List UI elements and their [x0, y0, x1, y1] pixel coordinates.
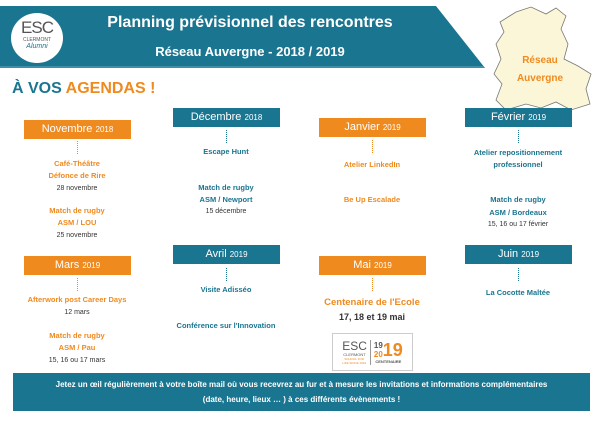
centenaire-tagline: SCHOOL FOR LIFE SINCE 1919 [342, 356, 367, 365]
map-label-line1: Réseau [522, 55, 558, 66]
month-year: 2018 [95, 125, 114, 134]
event-date: 25 novembre [56, 232, 98, 239]
month-name: Avril [205, 248, 227, 260]
centenaire-year-part2: 20 [373, 349, 383, 359]
month-name: Décembre [190, 111, 242, 123]
event-title: Match de rugby [49, 206, 105, 215]
footer-line1: Jetez un œil régulièrement à votre boîte mail où vous recevrez au fur et à mesure les invitations et informations complémentaires [55, 380, 548, 389]
event-title: professionnel [493, 160, 543, 169]
centenaire-label: CENTENAIRE [375, 358, 402, 364]
event-date: 12 mars [64, 309, 90, 316]
centenaire-logo [332, 333, 413, 371]
agendas-heading [12, 80, 155, 98]
timeline-dots [77, 278, 78, 291]
event-title: Conférence sur l'Innovation [176, 321, 276, 330]
month-name: Mai [353, 259, 371, 271]
timeline-dots [372, 278, 373, 291]
event-date: 17, 18 et 19 mai [338, 312, 406, 322]
month-name: Janvier [344, 121, 380, 133]
month-year: 2019 [528, 113, 547, 122]
event-title: Défonce de Rire [48, 171, 106, 180]
month-name: Février [490, 111, 526, 123]
timeline-dots [226, 130, 227, 143]
footer-banner [13, 373, 590, 411]
timeline-dots [518, 130, 519, 143]
agendas-heading-part2: AGENDAS ! [65, 80, 156, 97]
event-title: ASM / Pau [58, 343, 96, 352]
month-name: Juin [497, 248, 519, 260]
month-year: 2019 [382, 123, 401, 132]
event-title: Match de rugby [49, 331, 105, 340]
month-header-0 [24, 120, 131, 139]
esc-alumni-logo [11, 13, 63, 63]
month-header-5 [173, 245, 280, 264]
logo-alumni: Alumni [26, 43, 48, 50]
month-header-2 [319, 118, 426, 137]
event-date: 15, 16 ou 17 février [487, 221, 549, 228]
event-title: Atelier LinkedIn [343, 160, 401, 169]
map-label-line2: Auvergne [516, 73, 564, 84]
month-year: 2018 [244, 113, 263, 122]
event-title: Atelier repositionnement [473, 148, 563, 157]
event-title: Café-Théâtre [54, 159, 100, 168]
timeline-dots [77, 141, 78, 154]
event-date: 15, 16 ou 17 mars [48, 357, 106, 364]
event-title: ASM / Newport [199, 195, 253, 204]
logo-clermont: CLERMONT [22, 37, 52, 43]
centenaire-year-part1: 19 [373, 340, 383, 350]
footer-line2: (date, heure, lieux … ) à ces différents évènements ! [202, 395, 401, 404]
timeline-dots [518, 268, 519, 281]
event-title: ASM / Bordeaux [489, 208, 547, 217]
centenaire-year-part3: 19 [382, 339, 403, 360]
month-name: Novembre [41, 123, 93, 135]
timeline-dots [372, 140, 373, 153]
month-name: Mars [54, 259, 80, 271]
centenaire-esc: ESC [342, 338, 367, 353]
event-title: Centenaire de l'Ecole [324, 297, 420, 308]
month-header-3 [465, 108, 572, 127]
timeline-dots [226, 268, 227, 281]
agendas-heading-part1: À VOS [12, 80, 66, 97]
month-header-6 [319, 256, 426, 275]
event-title: La Cocotte Maltée [485, 288, 551, 297]
month-year: 2019 [374, 261, 392, 270]
event-title: Escape Hunt [203, 147, 249, 156]
month-year: 2019 [521, 250, 540, 259]
page-title: Planning prévisionnel des rencontres [107, 14, 393, 31]
event-title: Visite Adisséo [200, 285, 252, 294]
event-title: Match de rugby [490, 195, 546, 204]
page-subtitle: Réseau Auvergne - 2018 / 2019 [155, 44, 345, 59]
month-year: 2019 [229, 250, 248, 259]
month-header-4 [24, 256, 131, 275]
event-title: Be Up Escalade [343, 195, 401, 204]
month-header-7 [465, 245, 572, 264]
centenaire-clermont: CLERMONT [343, 351, 366, 357]
month-year: 2019 [82, 261, 101, 270]
event-title: Afterwork post Career Days [27, 295, 127, 304]
event-date: 15 décembre [205, 208, 247, 215]
event-date: 28 novembre [56, 185, 98, 192]
event-title: Match de rugby [198, 183, 254, 192]
month-header-1 [173, 108, 280, 127]
event-title: ASM / LOU [57, 218, 97, 227]
logo-esc: ESC [21, 18, 53, 37]
